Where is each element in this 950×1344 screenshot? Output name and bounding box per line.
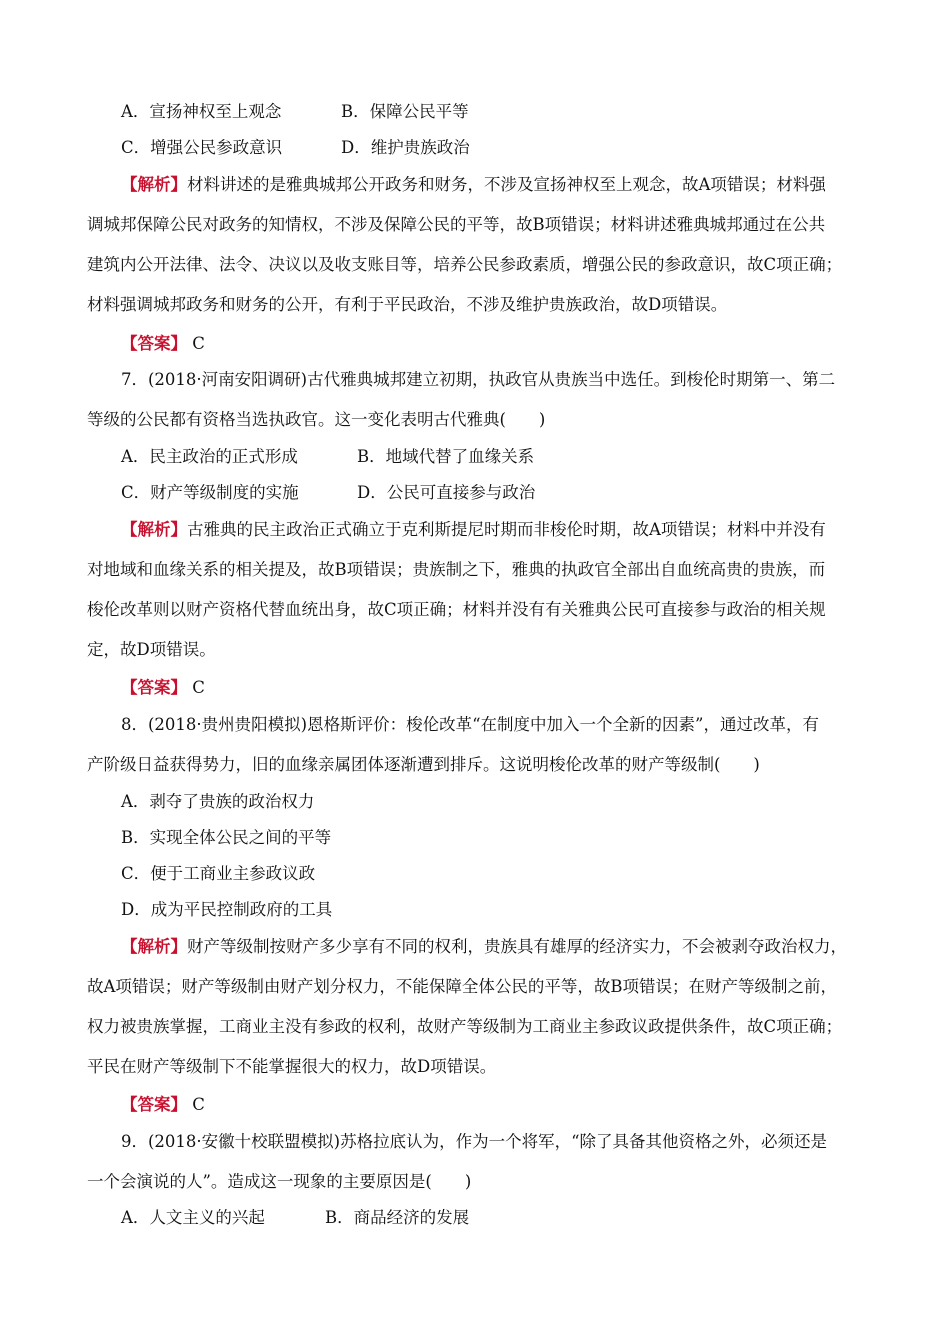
answer-value: C (192, 334, 205, 353)
q7-analysis-line-4: 定，故D项错误。 (87, 640, 216, 659)
analysis-tag: 【解析】 (121, 175, 187, 194)
q8-analysis-line-4: 平民在财产等级制下不能掌握很大的权力，故D项错误。 (87, 1057, 497, 1076)
q8-stem-line-1: 8．(2018·贵州贵阳模拟)恩格斯评价：梭伦改革“在制度中加入一个全新的因素”，通过改革，有 (121, 715, 819, 734)
q8-option-d: D．成为平民控制政府的工具 (121, 900, 333, 919)
q7-options-row-1 (121, 446, 535, 468)
answer-tag: 【答案】 (121, 1095, 187, 1114)
q6-options-row-1 (121, 101, 469, 123)
q7-analysis-line-3: 梭伦改革则以财产资格代替血统出身，故C项正确；材料并没有有关雅典公民可直接参与政治的相关规 (87, 600, 826, 619)
q8-option-b: B．实现全体公民之间的平等 (121, 828, 332, 847)
q6-answer (121, 333, 205, 355)
q8-option-a: A．剥夺了贵族的政治权力 (121, 792, 315, 811)
q6-analysis-line-4: 材料强调城邦政务和财务的公开，有利于平民政治，不涉及维护贵族政治，故D项错误。 (87, 295, 728, 314)
q7-stem-line-2: 等级的公民都有资格当选执政官。这一变化表明古代雅典( ) (87, 410, 546, 429)
q9-stem-line-2: 一个会演说的人”。造成这一现象的主要原因是( ) (87, 1172, 472, 1191)
q8-analysis-line-2: 故A项错误；财产等级制由财产划分权力，不能保障全体公民的平等，故B项错误；在财产等级制之前， (87, 977, 838, 996)
q6-option-d: D．维护贵族政治 (341, 138, 470, 157)
q9-options-row-1 (121, 1207, 470, 1229)
analysis-tag: 【解析】 (121, 937, 187, 956)
q7-option-c: C．财产等级制度的实施 (121, 483, 299, 502)
q7-option-a: A．民主政治的正式形成 (121, 447, 298, 466)
q6-analysis-line-1: 【解析】材料讲述的是雅典城邦公开政务和财务，不涉及宣扬神权至上观念，故A项错误；材料强 (121, 175, 826, 194)
q7-analysis-line-2: 对地域和血缘关系的相关提及，故B项错误；贵族制之下，雅典的执政官全部出自血统高贵的贵族，而 (87, 560, 826, 579)
q7-options-row-2 (121, 482, 536, 504)
q8-analysis-line-1: 【解析】财产等级制按财产多少享有不同的权利，贵族具有雄厚的经济实力，不会被剥夺政治权力， (121, 937, 847, 956)
analysis-tag: 【解析】 (121, 520, 187, 539)
q6-analysis-line-2: 调城邦保障公民对政务的知情权，不涉及保障公民的平等，故B项错误；材料讲述雅典城邦通过在公共 (87, 215, 826, 234)
q6-option-b: B．保障公民平等 (341, 102, 469, 121)
q7-option-d: D．公民可直接参与政治 (357, 483, 536, 502)
q7-analysis-line-1: 【解析】古雅典的民主政治正式确立于克利斯提尼时期而非梭伦时期，故A项错误；材料中并没有 (121, 520, 826, 539)
answer-value: C (192, 1095, 205, 1114)
q7-answer (121, 677, 205, 699)
answer-value: C (192, 678, 205, 697)
q6-option-c: C．增强公民参政意识 (121, 138, 283, 157)
q8-answer (121, 1094, 205, 1116)
q9-stem-line-1: 9．(2018·安徽十校联盟模拟)苏格拉底认为，作为一个将军，“除了具备其他资格之外，必须还是 (121, 1132, 828, 1151)
q9-option-a: A．人文主义的兴起 (121, 1208, 265, 1227)
answer-tag: 【答案】 (121, 678, 187, 697)
q7-stem-line-1: 7．(2018·河南安阳调研)古代雅典城邦建立初期，执政官从贵族当中选任。到梭伦时期第一、第二 (121, 370, 836, 389)
answer-tag: 【答案】 (121, 334, 187, 353)
q6-options-row-2 (121, 137, 470, 159)
q9-option-b: B．商品经济的发展 (325, 1208, 470, 1227)
q6-option-a: A．宣扬神权至上观念 (121, 102, 282, 121)
q8-stem-line-2: 产阶级日益获得势力，旧的血缘亲属团体逐渐遭到排斥。这说明梭伦改革的财产等级制( ) (87, 755, 760, 774)
q8-analysis-line-3: 权力被贵族掌握，工商业主没有参政的权利，故财产等级制为工商业主参政议政提供条件，故C项正确； (87, 1017, 843, 1036)
q7-option-b: B．地域代替了血缘关系 (357, 447, 535, 466)
q6-analysis-line-3: 建筑内公开法律、法令、决议以及收支账目等，培养公民参政素质，增强公民的参政意识，故C项正确； (87, 255, 843, 274)
q8-option-c: C．便于工商业主参政议政 (121, 864, 316, 883)
